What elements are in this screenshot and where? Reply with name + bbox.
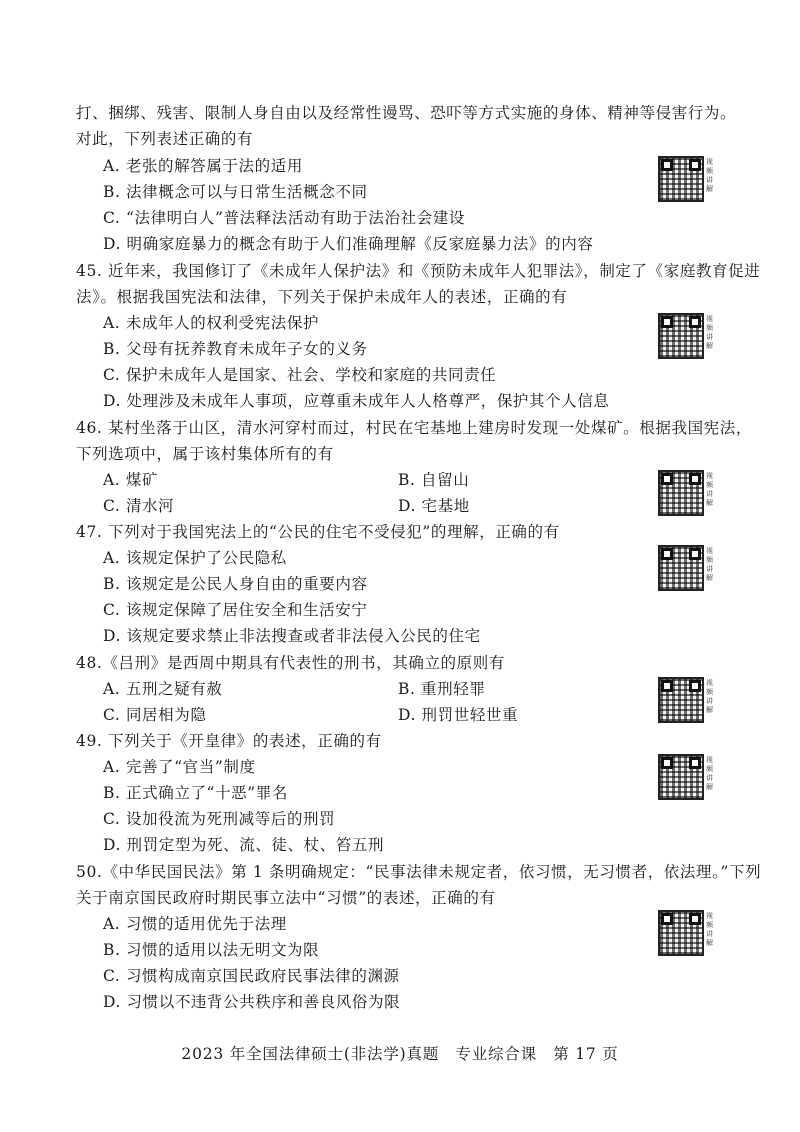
q48-option-d: D. 刑罚世轻世重 — [398, 706, 519, 724]
q50-option-a: A. 习惯的适用优先于法理 — [103, 915, 287, 933]
qr-code-icon[interactable] — [658, 545, 704, 591]
qr-label: 视频讲解 — [706, 912, 713, 947]
q48-stem-line1: 48.《吕刑》是西周中期具有代表性的刑书，其确立的原则有 — [76, 654, 505, 672]
q47-option-d: D. 该规定要求禁止非法搜查或者非法侵入公民的住宅 — [103, 627, 481, 645]
page-footer: 2023 年全国法律硕士(非法学)真题 专业综合课 第 17 页 — [181, 1045, 619, 1063]
qr-code-icon[interactable] — [658, 313, 704, 359]
q44-stem-line1: 打、捆绑、残害、限制人身自由以及经常性谩骂、恐吓等方式实施的身体、精神等侵害行为。 — [76, 104, 737, 122]
q47-option-a: A. 该规定保护了公民隐私 — [103, 549, 287, 567]
q47-option-c: C. 该规定保障了居住安全和生活安宁 — [103, 601, 368, 619]
q50-stem-line1: 50.《中华民国民法》第 1 条明确规定：“民事法律未规定者，依习惯，无习惯者，依法理。”下列 — [76, 863, 762, 881]
qr-label: 视频讲解 — [706, 547, 713, 582]
q48-option-b: B. 重刑轻罪 — [398, 680, 486, 698]
q44-option-c: C. “法律明白人”普法释法活动有助于法治社会建设 — [103, 209, 466, 227]
qr-label: 视频讲解 — [706, 756, 713, 791]
q47-option-b: B. 该规定是公民人身自由的重要内容 — [103, 575, 368, 593]
q44-option-d: D. 明确家庭暴力的概念有助于人们准确理解《反家庭暴力法》的内容 — [103, 235, 594, 253]
q45-option-b: B. 父母有抚养教育未成年子女的义务 — [103, 340, 368, 358]
q46-option-a: A. 煤矿 — [103, 471, 159, 489]
q49-option-a: A. 完善了“官当”制度 — [103, 758, 256, 776]
q49-option-d: D. 刑罚定型为死、流、徒、杖、笞五刑 — [103, 836, 385, 854]
q45-stem-line1: 45. 近年来，我国修订了《未成年人保护法》和《预防未成年人犯罪法》，制定了《家庭教育促进 — [76, 262, 761, 280]
q46-option-d: D. 宅基地 — [398, 497, 470, 515]
q48-option-c: C. 同居相为隐 — [103, 706, 207, 724]
qr-label: 视频讲解 — [706, 315, 713, 350]
qr-code-icon[interactable] — [658, 677, 704, 723]
q44-option-b: B. 法律概念可以与日常生活概念不同 — [103, 183, 368, 201]
q49-option-c: C. 设加役流为死刑减等后的刑罚 — [103, 810, 336, 828]
q45-option-a: A. 未成年人的权利受宪法保护 — [103, 314, 320, 332]
q45-stem-line2: 法》。根据我国宪法和法律，下列关于保护未成年人的表述，正确的有 — [76, 288, 568, 306]
qr-label: 视频讲解 — [706, 679, 713, 714]
q47-stem-line1: 47. 下列对于我国宪法上的“公民的住宅不受侵犯”的理解，正确的有 — [76, 523, 560, 541]
q44-stem-line2: 对此，下列表述正确的有 — [76, 130, 254, 148]
qr-label: 视频讲解 — [706, 472, 713, 507]
qr-code-icon[interactable] — [658, 156, 704, 202]
q46-stem-line1: 46. 某村坐落于山区，清水河穿村而过，村民在宅基地上建房时发现一处煤矿。根据我国宪法， — [76, 419, 752, 437]
q46-stem-line2: 下列选项中，属于该村集体所有的有 — [76, 445, 334, 463]
q49-stem-line1: 49. 下列关于《开皇律》的表述，正确的有 — [76, 732, 382, 750]
q50-option-d: D. 习惯以不违背公共秩序和善良风俗为限 — [103, 993, 401, 1011]
q45-option-d: D. 处理涉及未成年人事项，应尊重未成年人人格尊严，保护其个人信息 — [103, 392, 610, 410]
qr-label: 视频讲解 — [706, 158, 713, 193]
q50-option-c: C. 习惯构成南京国民政府民事法律的渊源 — [103, 967, 400, 985]
q45-option-c: C. 保护未成年人是国家、社会、学校和家庭的共同责任 — [103, 366, 497, 384]
qr-code-icon[interactable] — [658, 910, 704, 956]
qr-code-icon[interactable] — [658, 470, 704, 516]
q46-option-b: B. 自留山 — [398, 471, 470, 489]
qr-code-icon[interactable] — [658, 754, 704, 800]
q48-option-a: A. 五刑之疑有赦 — [103, 680, 223, 698]
q44-option-a: A. 老张的解答属于法的适用 — [103, 157, 303, 175]
q50-option-b: B. 习惯的适用以法无明文为限 — [103, 941, 320, 959]
q50-stem-line2: 关于南京国民政府时期民事立法中“习惯”的表述，正确的有 — [76, 889, 496, 907]
q46-option-c: C. 清水河 — [103, 497, 175, 515]
q49-option-b: B. 正式确立了“十恶”罪名 — [103, 784, 288, 802]
